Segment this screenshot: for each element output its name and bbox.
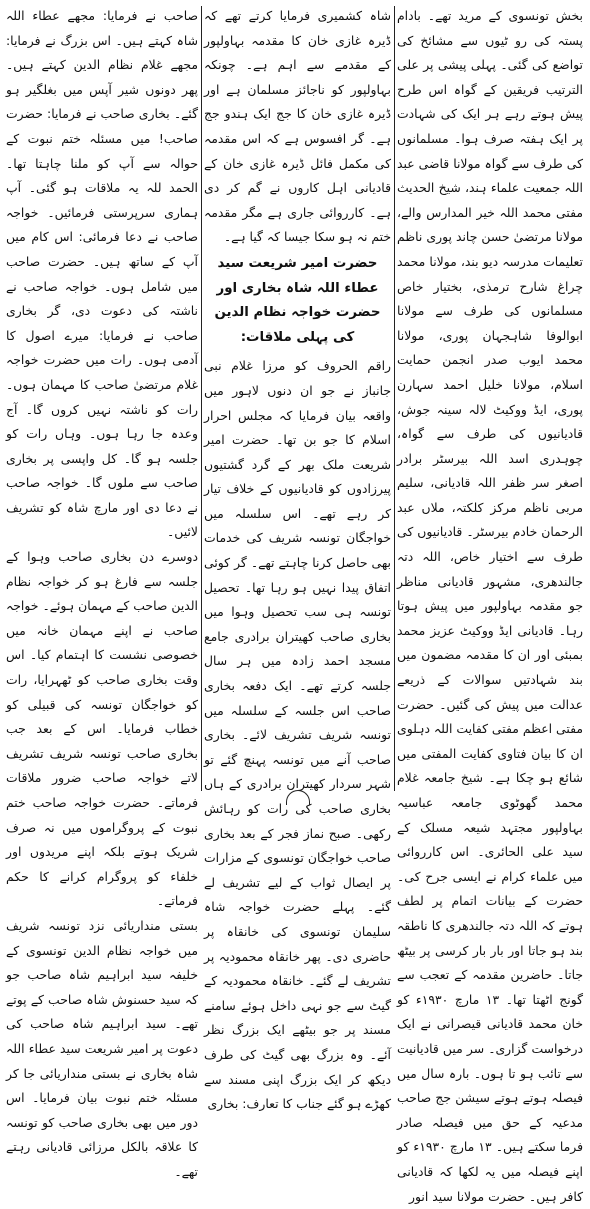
paragraph: دوسرے دن بخاری صاحب وہوا کے جلسہ سے فارغ ہو کر خواجہ نظام الدین صاحب کے مہمان ہوئے۔ خواجہ صاحب نے اپنے مہمان خانہ میں خصوصی نشست کا اہتمام کیا۔ اس وقت بخاری صاحب کو ٹھہرایا، رات کو خواجگان تونسہ کی قبیلی کو خطاب فرمایا۔ اس کے بعد جب بخاری صاحب تونسہ شریف تشریف لاتے خواجہ صاحب ضرور ملاقات فرماتے۔ حضرت خواجہ صاحب ختم نبوت کے پروگراموں میں نہ صرف شریک ہوتے بلکہ اپنے مریدوں اور خلفاء کو پروگرام کرانے کا حکم فرماتے۔ [6, 549, 198, 909]
column-divider [394, 6, 395, 791]
paragraph: بستی منداریائی نزد تونسہ شریف میں خواجہ نظام الدین تونسوی کے خلیفہ سید ابراہیم شاہ صاحب جو کہ سید حسنوش شاہ صاحب کے پوتے تھے۔ سید ابراہیم شاہ صاحب کی دعوت پر امیر شریعت سید عطاء اللہ شاہ بخاری نے بستی منداریائی جا کر مسئلہ ختم نبوت بیان فرمایا۔ اس دور میں بھی بخاری صاحب کو تونسہ کا علاقہ بالکل مرزائی قادیانی رہتے تھے۔ [6, 917, 198, 1179]
text-column-middle [204, 4, 391, 1112]
text-column-left [6, 4, 198, 1179]
section-heading: حضرت امیر شریعت سید عطاء اللہ شاہ بخاری اور حضرت خواجہ نظام الدین کی پہلی ملاقات: [214, 255, 381, 345]
text-column-right [397, 4, 583, 1204]
paragraph: راقم الحروف کو مرزا غلام نبی جانباز نے جو ان دنوں لاہور میں واقعہ بیان فرمایا کہ مجلس احرار اسلام کا جو بن تھا۔ حضرت امیر شریعت ملک بھر کے گرد گشتیوں پیرزادوں کو قادیانیوں کے خلاف تیار کر رہے تھے۔ اس سلسلہ میں خواجگان تونسہ شریف کی خدمات بھی حاصل کرنا چاہتے تھے۔ گر کوئی اتفاق پیدا نہیں ہو رہا تھا۔ تحصیل تونسہ ہی سب تحصیل وہوا میں بخاری صاحب کھیتران برادری جامع مسجد احمد زادہ میں ہر سال جلسہ کرتے تھے۔ ایک دفعہ بخاری صاحب اس جلسہ کے سلسلہ میں تونسہ شریف تشریف لائے۔ بخاری صاحب آنے میں تونسہ پہنچ گئے تو شہر سردار کھیتران برادری کے ہاں بخاری صاحب کی رات کو رہائش رکھی۔ صبح نماز فجر کے بعد بخاری صاحب خواجگان تونسوی کے مزارات پر ایصال ثواب کے لیے تشریف لے گئے۔ پہلے حضرت خواجہ شاہ سلیمان تونسوی کی خانقاہ پر حاضری دی۔ پھر خانقاہ محمودیہ پر تشریف لے گئے۔ خانقاہ محمودیہ کے گیٹ سے جو نہی داخل ہوئے سامنے مسند پر جو بیٹھے ایک بزرگ نظر آئے۔ وہ بزرگ بھی گیٹ کی طرف دیکھ کر ایک بزرگ اپنی مسند سے کھڑے ہو گئے جناب کا تعارف: بخاری [204, 358, 391, 1112]
paragraph: شاہ کشمیری فرمایا کرتے تھے کہ ڈیرہ غازی خان کا مقدمہ بہاولپور کے مقدمے سے اہم ہے۔ چونکہ بہاولپور کو ناجائز مسلمان ہے اور ڈیرہ غازی خان کا جج ایک ہندو جج ہے۔ گر افسوس ہے کہ اس مقدمہ کی مکمل فائل ڈیرہ غازی خان کے قادیانی اہل کاروں نے گم کر دی ہے۔ کارروائی جاری ہے مگر مقدمہ ختم نہ ہو سکا جیسا کہ گیا ہے۔ [204, 8, 391, 245]
paragraph: صاحب نے فرمایا: مجھے عطاء اللہ شاہ کہتے ہیں۔ اس بزرگ نے فرمایا: مجھے غلام نظام الدین کہتے ہیں۔ پھر دونوں شیر آپس میں بغلگیر ہو گئے۔ بخاری صاحب نے فرمایا: حضرت صاحب! میں مسئلہ ختم نبوت کے حوالہ سے آپ کو ملنا چاہتا تھا۔ الحمد للہ یہ ملاقات ہو گئی۔ آپ ہماری سرپرستی فرمائیں۔ خواجہ صاحب نے دعا فرمائی: اس کام میں آپ کے ساتھ ہیں۔ حضرت صاحب میں شامل ہوں۔ خواجہ صاحب نے ناشتہ کی دعوت دی، گر بخاری صاحب نے فرمایا: میرے اصول کا آدمی ہوں۔ رات میں حضرت خواجہ غلام مرتضیٰ صاحب کا مہمان ہوں۔ رات کو ناشتہ نہیں کروں گا۔ آج وعدہ جا رہا ہوں۔ وہاں رات کو جلسہ ہو گا۔ کل واپسی پر بخاری صاحب سے ملوں گا۔ خواجہ صاحب نے دعا دی اور مارچ شاہ کو تشریف لائیں۔ [6, 8, 198, 540]
paragraph: بخش تونسوی کے مرید تھے۔ بادام پستہ کی رو ٹیوں سے مشائخ کی تواضع کی گئی۔ پہلی پیشی پر علی الترتیب فریقین کے گواہ اس طرح پیش ہوتے رہے ہر ایک کی شہادت پر ایک ہفتہ صرف ہوا۔ مسلمانوں کی طرف سے گواہ مولانا قاضی عبد اللہ جمعیت علماء ہند، شیخ الحدیث مفتی محمد اللہ خیر المدارس والے، مولانا مرتضیٰ حسن چاند پوری ناظم تعلیمات مدرسہ دیو بند، مولانا محمد چراغ شارح ترمذی، بختیار خاص مسلمانوں کی طرف سے مولانا ابوالوفا شاہجہان پوری، مولانا محمد ایوب صدر انجمن حمایت اسلام، مولانا خلیل احمد سہارن پوری، ایڈ ووکیٹ لالہ سینہ جوش، قادیانیوں کی طرف سے گواہ، چوہدری اسد اللہ بیرسٹر برادر اصغر سر ظفر اللہ قادیانی، سلیم مربی ناظم مرکز کلکتہ، ملاں عبد الرحمان خادم بیرسٹر۔ قادیانیوں کی طرف سے اختیار خاص، اللہ دتہ جالندھری، مشہور قادیانی مناظر جو مقدمہ بہاولپور میں پیش ہوتا رہا۔ قادیانی ایڈ ووکیٹ عزیز محمد بمبئی اور ان کا مقدمہ مضمون میں بند شہادتیں سوالات کے ذریعے عدالت میں پیش کی گئیں۔ حضرت مفتی اعظم مفتی کفایت اللہ دہلوی ان کا بیان فتاوی کفایت المفتی میں شائع ہو چکا ہے۔ شیخ جامعہ غلام محمد گھوٹوی جامعہ عباسیہ بہاولپور مجتہد شیعہ مسلک کے سید علی الحائری۔ اس کارروائی میں علماء کرام نے ایسی جرح کی۔ حضرت کے بیانات اتمام پر لطف ہوتے کہ اللہ دتہ جالندھری کا ناطقہ بند ہو جاتا اور بار بار کرسی پر بیٹھ جاتا۔ حاضرین مقدمہ کے تعجب سے گونج اٹھتا تھا۔ ۱۳ مارچ ۱۹۳۰ء کو خان محمد قادیانی قیصرانی نے ایک درخواست گزاری۔ سر میں قادیانیت سے تائب ہو تا ہوں۔ بارہ سال میں فیصلہ ہوتے ہوتے سیشن جج صاحب مدعیہ کے حق میں فیصلہ صادر فرما سکتے ہیں۔ ۱۳ مارچ ۱۹۳۰ء کو اپنے فیصلہ میں یہ لکھا کہ قادیانی کافر ہیں۔ حضرت مولانا سید انور [397, 8, 583, 1204]
column-divider [201, 6, 202, 791]
